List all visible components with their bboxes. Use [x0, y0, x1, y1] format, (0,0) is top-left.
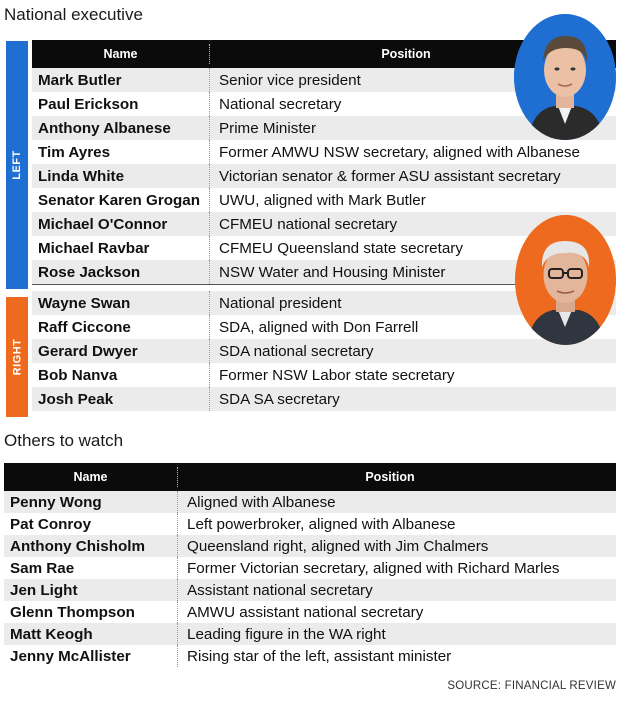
- table-row: [32, 339, 616, 363]
- member-name: Josh Peak: [38, 390, 114, 408]
- table-row: [4, 557, 616, 579]
- national-executive-title: National executive: [4, 5, 143, 24]
- position-column-header: Position: [365, 470, 415, 484]
- member-position: National secretary: [219, 95, 342, 113]
- member-position: SDA national secretary: [219, 342, 374, 360]
- member-name: Sam Rae: [10, 559, 75, 577]
- left-faction-label: LEFT: [11, 150, 23, 180]
- member-name: Paul Erickson: [38, 95, 139, 113]
- member-position: Queensland right, aligned with Jim Chalmers: [187, 537, 489, 555]
- member-position: Left powerbroker, aligned with Albanese: [187, 515, 456, 533]
- table-row: [32, 140, 616, 164]
- member-position: Former AMWU NSW secretary, aligned with Albanese: [219, 143, 580, 161]
- member-position: NSW Water and Housing Minister: [219, 263, 446, 281]
- member-name: Linda White: [38, 167, 125, 185]
- member-position: AMWU assistant national secretary: [187, 603, 424, 621]
- member-name: Anthony Albanese: [38, 119, 171, 137]
- name-column-header: Name: [103, 47, 138, 61]
- table-row: [32, 212, 616, 236]
- member-name: Tim Ayres: [38, 143, 111, 161]
- member-position: Senior vice president: [219, 71, 361, 89]
- member-name: Jenny McAllister: [10, 647, 131, 665]
- table-row: [32, 363, 616, 387]
- member-position: Victorian senator & former ASU assistant secretary: [219, 167, 561, 185]
- wayne-swan-portrait: [515, 215, 616, 345]
- member-name: Glenn Thompson: [10, 603, 135, 621]
- table-row: [4, 579, 616, 601]
- member-name: Rose Jackson: [38, 263, 141, 281]
- others-rows: [4, 491, 616, 667]
- mark-butler-portrait: [514, 14, 616, 140]
- member-name: Matt Keogh: [10, 625, 93, 643]
- man-portrait-icon: [514, 14, 616, 140]
- member-name: Bob Nanva: [38, 366, 118, 384]
- member-position: CFMEU national secretary: [219, 215, 398, 233]
- member-name: Pat Conroy: [10, 515, 92, 533]
- member-name: Anthony Chisholm: [10, 537, 145, 555]
- name-column-header: Name: [73, 470, 108, 484]
- member-position: Aligned with Albanese: [187, 493, 336, 511]
- member-name: Raff Ciccone: [38, 318, 131, 336]
- member-position: Rising star of the left, assistant minister: [187, 647, 452, 665]
- member-position: Leading figure in the WA right: [187, 625, 386, 643]
- member-name: Mark Butler: [38, 71, 122, 89]
- member-position: SDA, aligned with Don Farrell: [219, 318, 419, 336]
- member-position: Prime Minister: [219, 119, 317, 137]
- member-position: Former NSW Labor state secretary: [219, 366, 455, 384]
- table-row: [32, 387, 616, 411]
- man-with-glasses-portrait-icon: [515, 215, 616, 345]
- table-row: [4, 623, 616, 645]
- table-row: [4, 491, 616, 513]
- member-name: Jen Light: [10, 581, 78, 599]
- table-row: [32, 188, 616, 212]
- member-name: Wayne Swan: [38, 294, 131, 312]
- table-header: [4, 463, 616, 491]
- member-name: Gerard Dwyer: [38, 342, 138, 360]
- source-credit: SOURCE: FINANCIAL REVIEW: [447, 680, 616, 692]
- table-row: [4, 645, 616, 667]
- right-faction-band: [6, 297, 28, 417]
- member-position: UWU, aligned with Mark Butler: [219, 191, 426, 209]
- left-faction-band: [6, 41, 28, 289]
- table-row: [4, 513, 616, 535]
- member-name: Michael Ravbar: [38, 239, 150, 257]
- table-row: [4, 535, 616, 557]
- table-row: [32, 164, 616, 188]
- right-faction-label: RIGHT: [11, 338, 24, 376]
- table-row: [4, 601, 616, 623]
- member-name: Penny Wong: [10, 493, 102, 511]
- member-name: Michael O'Connor: [38, 215, 168, 233]
- member-position: Former Victorian secretary, aligned with Richard Marles: [187, 559, 560, 577]
- others-to-watch-title: Others to watch: [4, 431, 124, 450]
- member-position: National president: [219, 294, 342, 312]
- member-position: Assistant national secretary: [187, 581, 373, 599]
- member-position: CFMEU Queensland state secretary: [219, 239, 463, 257]
- member-name: Senator Karen Grogan: [38, 191, 201, 209]
- position-column-header: Position: [381, 47, 431, 61]
- others-to-watch-table: [4, 463, 616, 667]
- member-position: SDA SA secretary: [219, 390, 340, 408]
